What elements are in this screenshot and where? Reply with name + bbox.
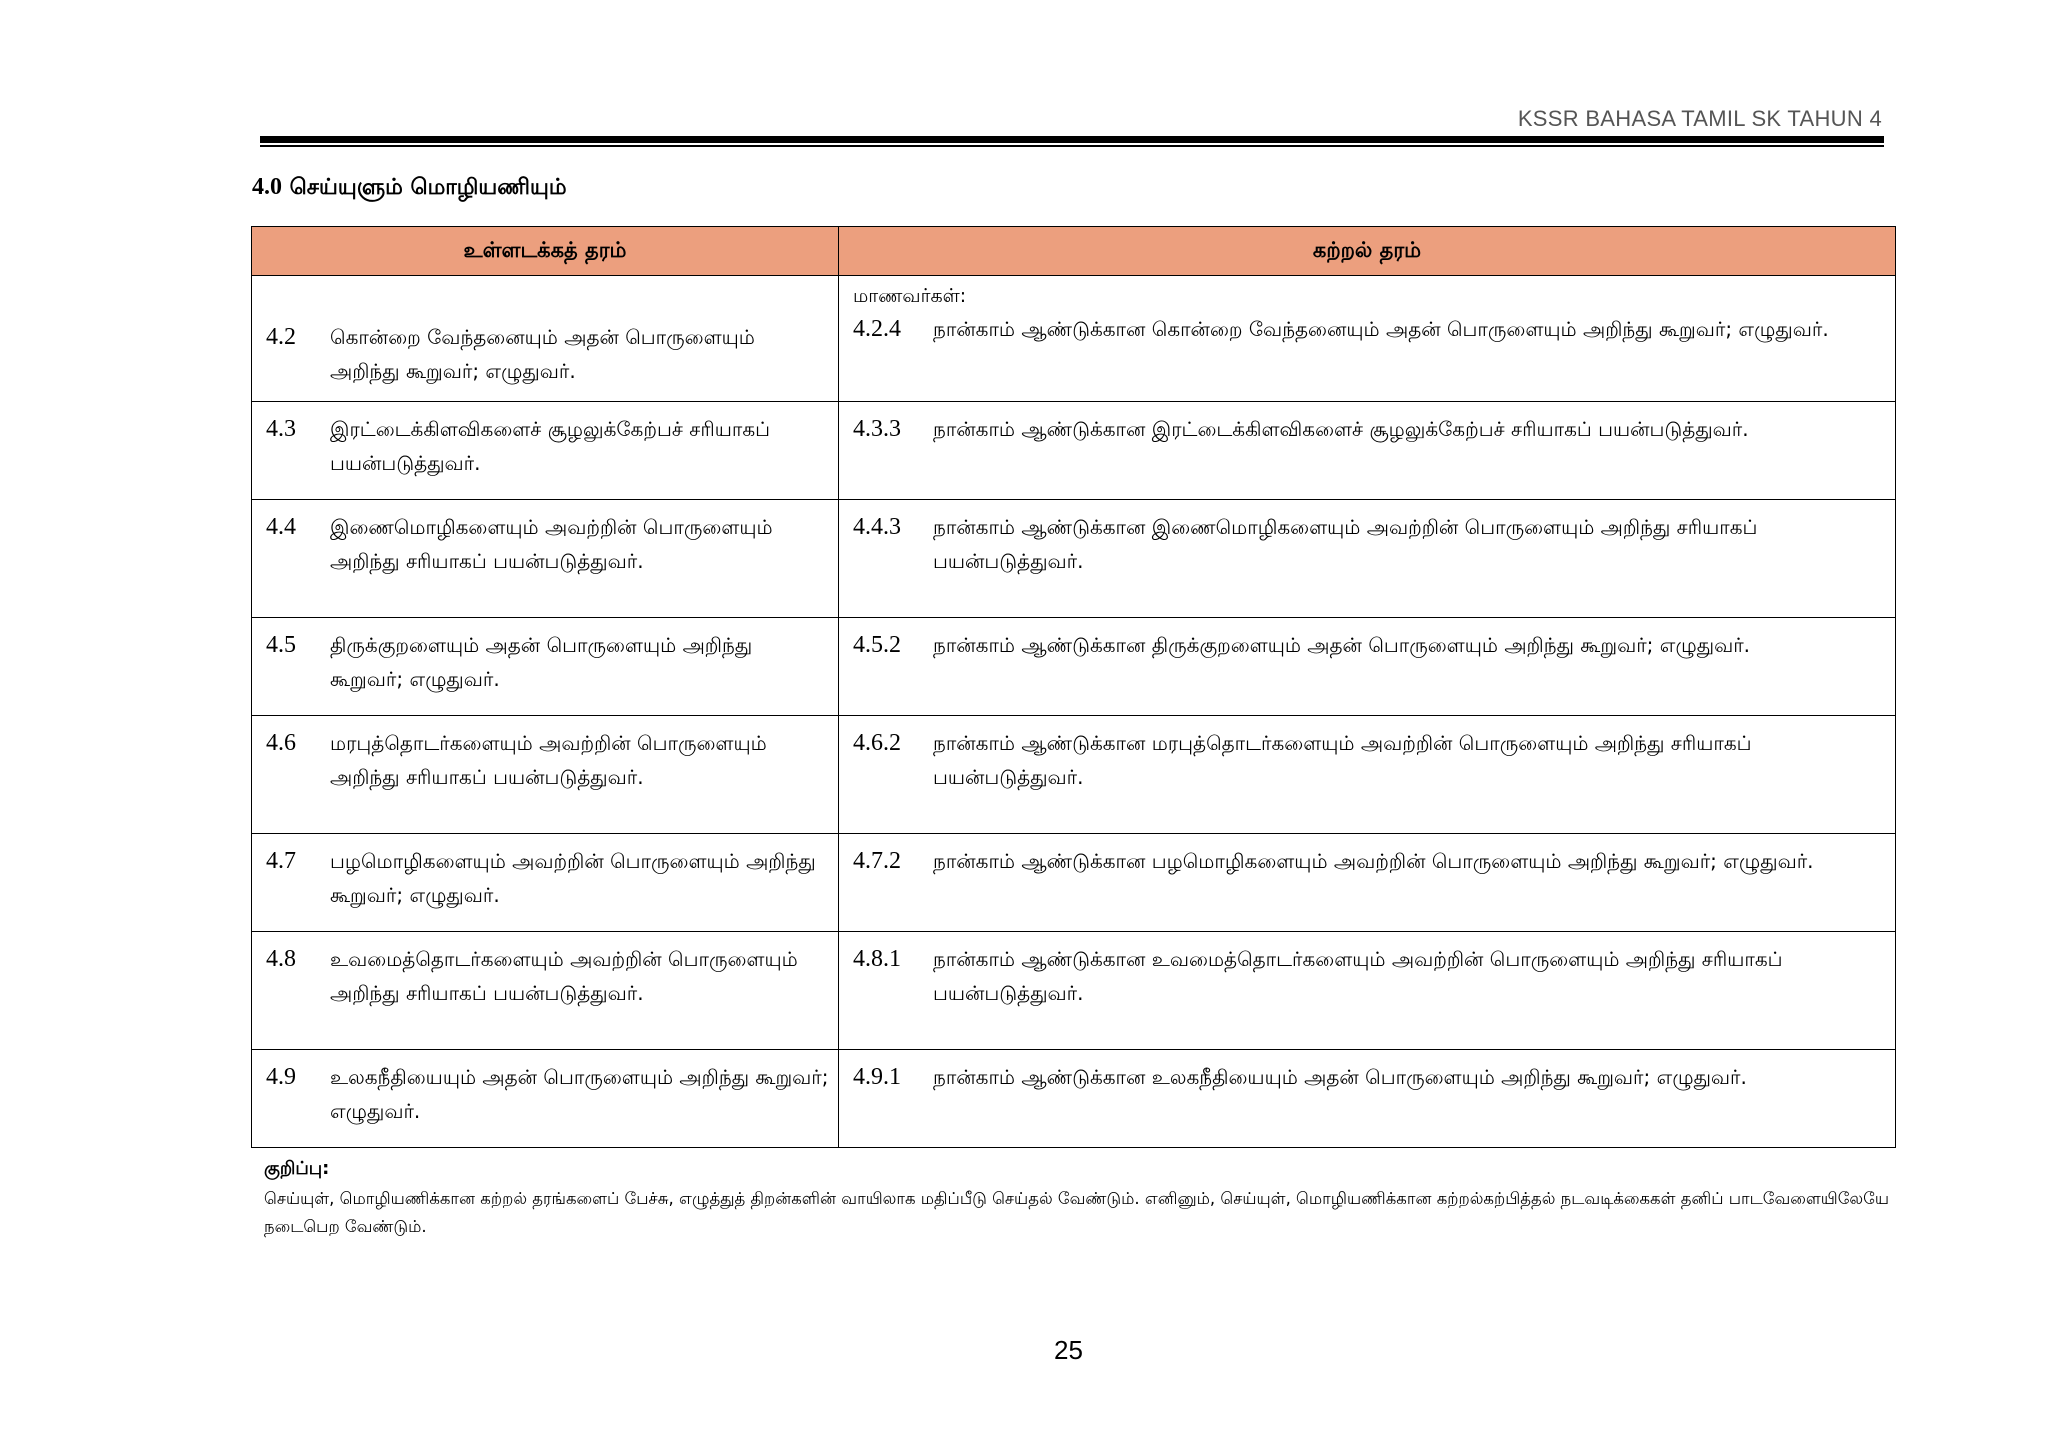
learning-standard-text: நான்காம் ஆண்டுக்கான கொன்றை வேந்தனையும் அதன் பொருளையும் அறிந்து கூறுவர்; எழுதுவர். xyxy=(933,317,1829,341)
learning-standard-cell xyxy=(839,276,1896,402)
note-body: செய்யுள், மொழியணிக்கான கற்றல் தரங்களைப் பேச்சு, எழுத்துத் திறன்களின் வாயிலாக மதிப்பீடு செய்தல் வேண்டும். எனினும், செய்யுள், மொழியணிக்கான கற்றல்கற்பித்தல் நடவடிக்கைகள் தனிப் பாடவேளையிலேயே நடைபெற வேண்டும். xyxy=(264,1189,1889,1236)
content-standard-code: 4.5 xyxy=(266,632,296,658)
header-rule-thick xyxy=(260,136,1884,143)
learning-standard-cell xyxy=(839,834,1896,932)
learning-standard-text: நான்காம் ஆண்டுக்கான உலகநீதியையும் அதன் பொருளையும் அறிந்து கூறுவர்; எழுதுவர். xyxy=(933,1065,1747,1089)
table-row xyxy=(252,402,1896,500)
table-row xyxy=(252,500,1896,618)
content-standard-cell xyxy=(252,1050,839,1148)
section-title xyxy=(252,174,567,203)
content-standard-text: உவமைத்தொடர்களையும் அவற்றின் பொருளையும் அறிந்து சரியாகப் பயன்படுத்துவர். xyxy=(330,947,798,1005)
content-standard-cell xyxy=(252,834,839,932)
note-title: குறிப்பு: xyxy=(264,1158,330,1179)
learning-standard-text: நான்காம் ஆண்டுக்கான இணைமொழிகளையும் அவற்றின் பொருளையும் அறிந்து சரியாகப் பயன்படுத்துவர். xyxy=(933,515,1758,573)
content-standard-text: இணைமொழிகளையும் அவற்றின் பொருளையும் அறிந்து சரியாகப் பயன்படுத்துவர். xyxy=(330,515,773,573)
table-row xyxy=(252,834,1896,932)
table-header-row xyxy=(252,227,1896,276)
content-standard-code: 4.6 xyxy=(266,730,296,756)
content-standard-cell xyxy=(252,716,839,834)
learning-standard-cell xyxy=(839,500,1896,618)
content-standard-code: 4.8 xyxy=(266,946,296,972)
learning-standard-code: 4.7.2 xyxy=(853,848,901,874)
page-number: 25 xyxy=(1054,1335,1083,1365)
learning-standard-code: 4.2.4 xyxy=(853,316,901,342)
content-standard-code: 4.9 xyxy=(266,1064,296,1090)
table-row xyxy=(252,1050,1896,1148)
learning-standard-cell xyxy=(839,618,1896,716)
learning-standard-text: நான்காம் ஆண்டுக்கான மரபுத்தொடர்களையும் அவற்றின் பொருளையும் அறிந்து சரியாகப் பயன்படுத்துவர். xyxy=(933,731,1752,789)
content-standard-cell xyxy=(252,932,839,1050)
document-header-label: KSSR BAHASA TAMIL SK TAHUN 4 xyxy=(1517,106,1882,131)
content-standard-code: 4.2 xyxy=(266,324,296,350)
learning-standard-cell xyxy=(839,716,1896,834)
note-section xyxy=(264,1158,1904,1241)
learning-standard-code: 4.8.1 xyxy=(853,946,901,972)
content-standard-text: பழமொழிகளையும் அவற்றின் பொருளையும் அறிந்து கூறுவர்; எழுதுவர். xyxy=(330,849,816,907)
table-row xyxy=(252,618,1896,716)
table-row xyxy=(252,932,1896,1050)
learning-standard-text: நான்காம் ஆண்டுக்கான உவமைத்தொடர்களையும் அவற்றின் பொருளையும் அறிந்து சரியாகப் பயன்படுத்துவர். xyxy=(933,947,1783,1005)
section-heading: செய்யுளும் மொழியணியும் xyxy=(289,175,567,200)
content-standard-cell xyxy=(252,500,839,618)
content-standard-cell xyxy=(252,402,839,500)
learning-standard-text: நான்காம் ஆண்டுக்கான இரட்டைக்கிளவிகளைச் சூழலுக்கேற்பச் சரியாகப் பயன்படுத்துவர். xyxy=(933,417,1749,441)
learning-standard-code: 4.5.2 xyxy=(853,632,901,658)
learning-standard-text: நான்காம் ஆண்டுக்கான திருக்குறளையும் அதன் பொருளையும் அறிந்து கூறுவர்; எழுதுவர். xyxy=(933,633,1751,657)
content-standard-text: கொன்றை வேந்தனையும் அதன் பொருளையும் அறிந்து கூறுவர்; எழுதுவர். xyxy=(330,325,755,383)
learning-standard-prefix: மாணவர்கள்: xyxy=(853,285,967,307)
learning-standard-cell xyxy=(839,402,1896,500)
content-standard-cell xyxy=(252,276,839,402)
section-number: 4.0 xyxy=(252,174,282,200)
learning-standard-cell xyxy=(839,1050,1896,1148)
table-row xyxy=(252,716,1896,834)
content-standard-code: 4.7 xyxy=(266,848,296,874)
content-standard-text: திருக்குறளையும் அதன் பொருளையும் அறிந்து கூறுவர்; எழுதுவர். xyxy=(330,633,753,691)
content-standard-text: மரபுத்தொடர்களையும் அவற்றின் பொருளையும் அறிந்து சரியாகப் பயன்படுத்துவர். xyxy=(330,731,767,789)
standards-table xyxy=(251,226,1896,1148)
learning-standard-code: 4.9.1 xyxy=(853,1064,901,1090)
learning-standard-code: 4.6.2 xyxy=(853,730,901,756)
table-row xyxy=(252,276,1896,402)
header-rule-thin xyxy=(260,145,1884,147)
content-standard-code: 4.3 xyxy=(266,416,296,442)
learning-standard-code: 4.4.3 xyxy=(853,514,901,540)
content-standard-text: இரட்டைக்கிளவிகளைச் சூழலுக்கேற்பச் சரியாகப் பயன்படுத்துவர். xyxy=(330,417,771,475)
content-standard-text: உலகநீதியையும் அதன் பொருளையும் அறிந்து கூறுவர்; எழுதுவர். xyxy=(330,1065,829,1123)
column-header-content-standard: உள்ளடக்கத் தரம் xyxy=(252,227,839,276)
learning-standard-cell xyxy=(839,932,1896,1050)
column-header-learning-standard: கற்றல் தரம் xyxy=(839,227,1896,276)
content-standard-code: 4.4 xyxy=(266,514,296,540)
learning-standard-text: நான்காம் ஆண்டுக்கான பழமொழிகளையும் அவற்றின் பொருளையும் அறிந்து கூறுவர்; எழுதுவர். xyxy=(933,849,1814,873)
learning-standard-code: 4.3.3 xyxy=(853,416,901,442)
content-standard-cell xyxy=(252,618,839,716)
